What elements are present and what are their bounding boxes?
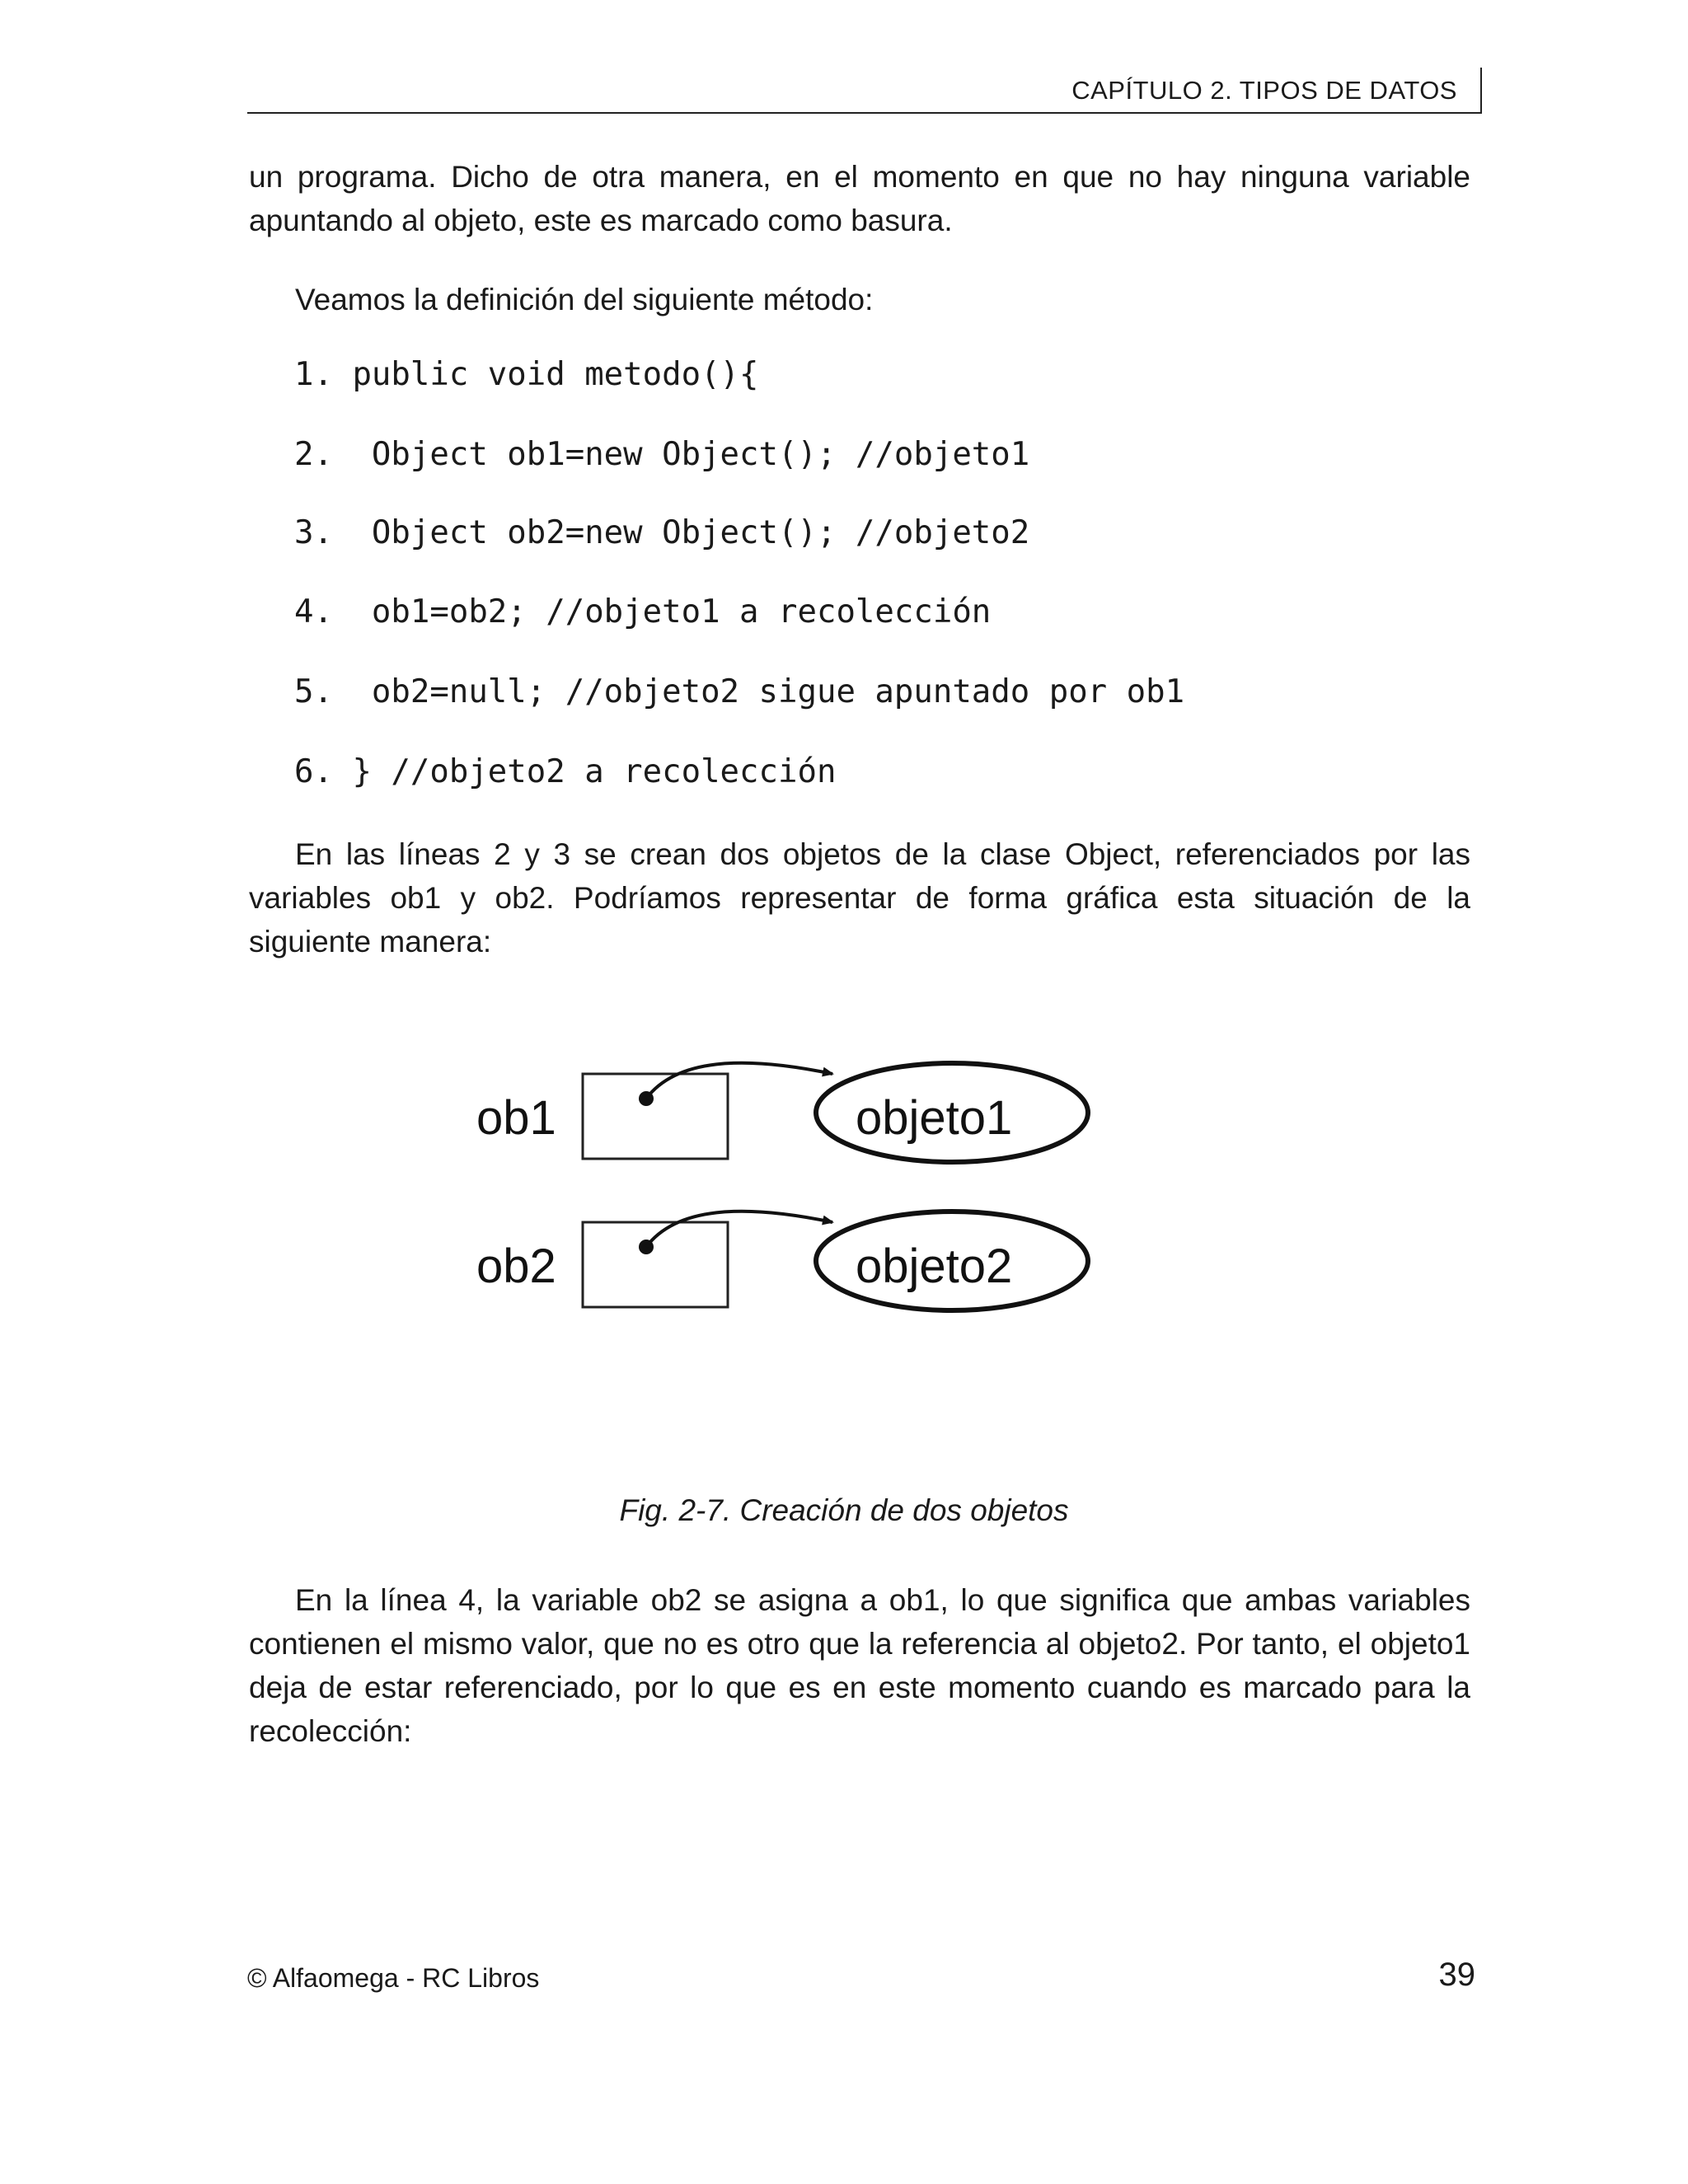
footer-publisher: © Alfaomega - RC Libros [247,1963,540,1993]
variable-label-ob2: ob2 [476,1240,556,1293]
figure-caption: Fig. 2-7. Creación de dos objetos [619,1493,1069,1527]
reference-arrow-ob1 [646,1063,832,1099]
paragraph-lines-2-3: En las líneas 2 y 3 se crean dos objetos de la clase Object, referenciados por las variables ob1 y ob2. Podríamos representar de forma gráfica esta situación de la siguiente manera: [249,837,1470,958]
code-line-5: 5. ob2=null; //objeto2 sigue apuntado por ob1 [294,673,1185,710]
object-label-objeto1: objeto1 [856,1091,1013,1145]
paragraph-line-4: En la línea 4, la variable ob2 se asigna a ob1, lo que significa que ambas variables contienen el mismo valor, que no es otro que la referencia al objeto2. Por tanto, el objeto1 deja de estar referenciado, por lo que es en este momento cuando es marcado para la recolección: [249,1583,1470,1748]
object-label-objeto2: objeto2 [856,1240,1013,1293]
paragraph-method-intro: Veamos la definición del siguiente método: [295,283,874,316]
code-line-2: 2. Object ob1=new Object(); //objeto1 [294,436,1030,473]
variable-label-ob1: ob1 [476,1091,556,1145]
reference-arrow-ob2 [646,1212,832,1247]
chapter-title: CAPÍTULO 2. TIPOS DE DATOS [1071,76,1457,105]
code-line-3: 3. Object ob2=new Object(); //objeto2 [294,514,1030,551]
paragraph-intro: un programa. Dicho de otra manera, en el momento en que no hay ninguna variable apuntando al objeto, este es marcado como basura. [249,160,1470,237]
code-line-4: 4. ob1=ob2; //objeto1 a recolección [294,593,992,630]
page-number: 39 [1438,1957,1475,1993]
code-line-6: 6. } //objeto2 a recolección [294,753,837,790]
code-line-1: 1. public void metodo(){ [294,356,759,393]
